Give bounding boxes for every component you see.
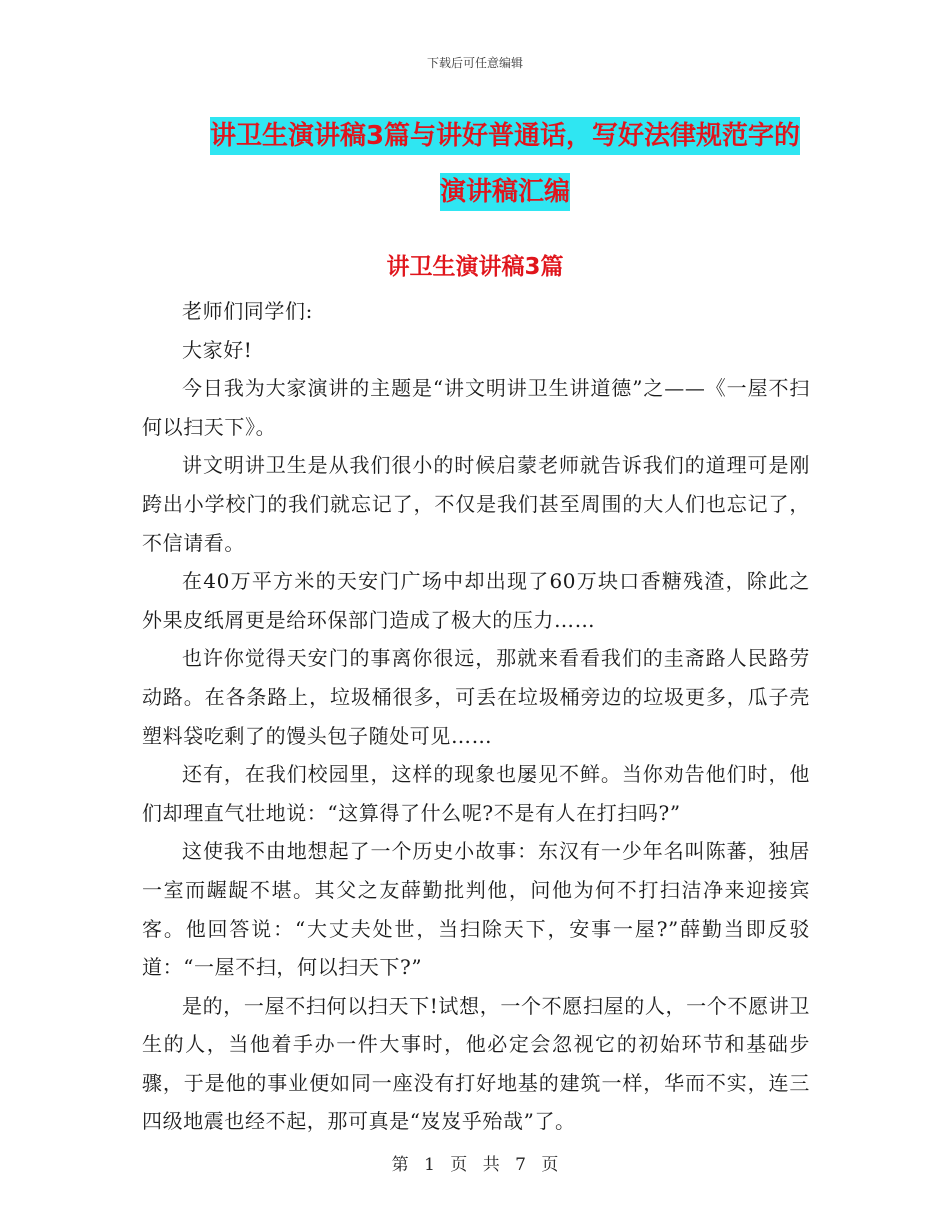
paragraph: 还有，在我们校园里，这样的现象也屡见不鲜。当你劝告他们时，他们却理直气壮地说：“这算得了什么呢?不是有人在打扫吗?” — [142, 762, 810, 825]
document-title-line-1: 讲卫生演讲稿3篇与讲好普通话，写好法律规范字的 — [210, 117, 800, 155]
document-title-line-2: 演讲稿汇编 — [440, 173, 570, 211]
header-note: 下载后可任意编辑 — [426, 56, 523, 70]
body-text — [142, 292, 810, 1141]
paragraph: 这使我不由地想起了一个历史小故事：东汉有一少年名叫陈蕃，独居一室而龌龊不堪。其父之友薛勤批判他，问他为何不打扫洁净来迎接宾客。他回答说：“大丈夫处世，当扫除天下，安事一屋?”薛勤当即反驳道：“一屋不扫，何以扫天下?” — [142, 839, 810, 980]
paragraph-salutation: 老师们同学们: — [182, 299, 313, 323]
paragraph: 是的，一屋不扫何以扫天下!试想，一个不愿扫屋的人，一个不愿讲卫生的人，当他着手办一件大事时，他必定会忽视它的初始环节和基础步骤，于是他的事业便如同一座没有打好地基的建筑一样，华而不实，连三四级地震也经不起，那可真是“岌岌乎殆哉”了。 — [142, 993, 810, 1134]
section-title: 讲卫生演讲稿3篇 — [386, 254, 564, 280]
paragraph: 讲文明讲卫生是从我们很小的时候启蒙老师就告诉我们的道理可是刚跨出小学校门的我们就忘记了，不仅是我们甚至周围的大人们也忘记了，不信请看。 — [142, 453, 810, 555]
page-number: 第 1 页 共 7 页 — [391, 1155, 559, 1175]
paragraph: 今日我为大家演讲的主题是“讲文明讲卫生讲道德”之——《一屋不扫何以扫天下》。 — [142, 376, 810, 439]
paragraph: 也许你觉得天安门的事离你很远，那就来看看我们的圭斋路人民路劳动路。在各条路上，垃圾桶很多，可丢在垃圾桶旁边的垃圾更多，瓜子壳塑料袋吃剩了的馒头包子随处可见…… — [142, 646, 810, 748]
document-title — [150, 108, 860, 220]
paragraph: 在40万平方米的天安门广场中却出现了60万块口香糖残渣，除此之外果皮纸屑更是给环保部门造成了极大的压力…… — [142, 569, 810, 632]
paragraph-greeting: 大家好! — [182, 337, 253, 362]
